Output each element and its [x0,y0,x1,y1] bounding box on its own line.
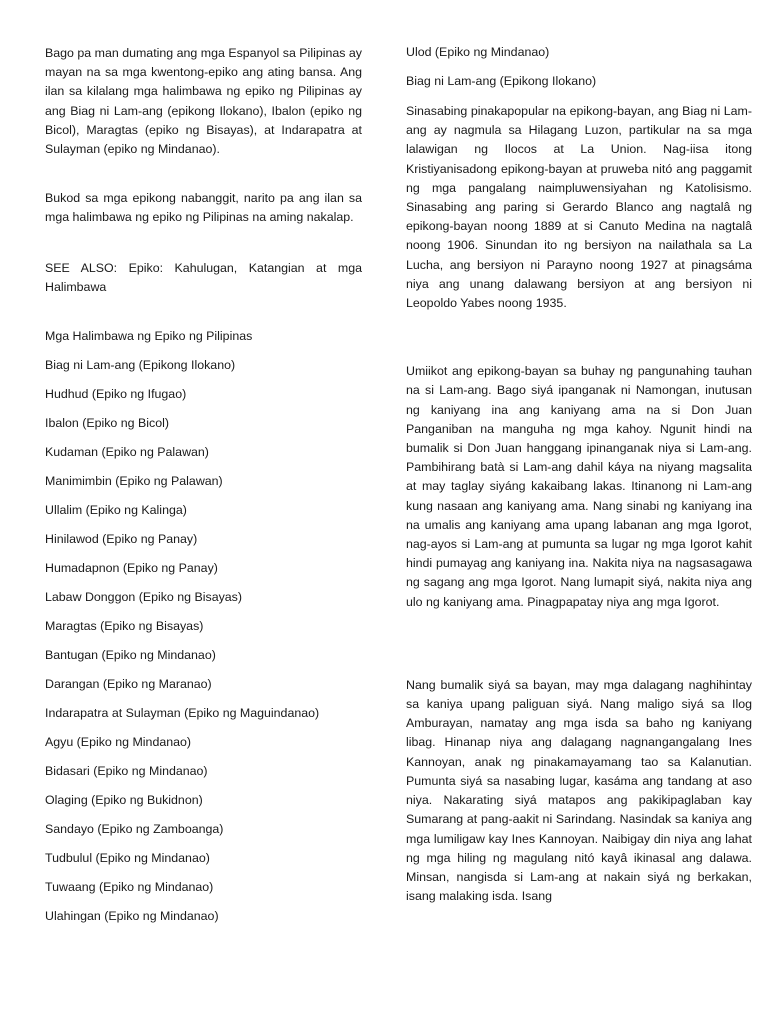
list-item: Kudaman (Epiko ng Palawan) [45,445,209,460]
list-item: Labaw Donggon (Epiko ng Bisayas) [45,590,242,605]
list-item: Agyu (Epiko ng Mindanao) [45,735,192,750]
list-item: Olaging (Epiko ng Bukidnon) [45,793,203,808]
intro-paragraph: Bago pa man dumating ang mga Espanyol sa Pilipinas ay mayan na sa mga kwentong-epiko ang ating bansa. Ang ilan sa kilalang mga halimbawa ng epiko ng Pilipinas ay ang Biag ni Lam-ang (epikong Ilokano), Ibalon (epiko ng Bicol), Maragtas (epiko ng Bisayas), at Indarapatra at Sulayman (epiko ng Mindanao). [45,46,362,157]
list-item: Humadapnon (Epiko ng Panay) [45,561,218,576]
list-item: Ulahingan (Epiko ng Mindanao) [45,909,219,924]
list-item: Biag ni Lam-ang (Epikong Ilokano) [45,358,236,373]
list-item: Darangan (Epiko ng Maranao) [45,677,212,692]
see-also-link[interactable]: SEE ALSO: Epiko: Kahulugan, Katangian at mga Halimbawa [45,260,362,294]
list-item: Ibalon (Epiko ng Bicol) [45,416,169,431]
list-item: Tuwaang (Epiko ng Mindanao) [45,880,214,895]
list-item: Manimimbin (Epiko ng Palawan) [45,474,223,489]
epic-list [45,357,362,937]
body-paragraph: Umiikot ang epikong-bayan sa buhay ng pangunahing tauhan na si Lam-ang. Bago siyá ipanganak ni Namongan, inutusan ng kaniyang ina ang kaniyang ama na si Don Juan Panganiban na manguha ng mga kahoy. Ngunit hindi na bumalik si Don Juan hanggang ipinanganak niya si Lam-ang. Pambihirang batà si Lam-ang dahil káya na niyang magsalita at may taglay siyáng kakaibang lakas. Itinanong ni Lam-ang kung nasaan ang kaniyang ama. Nang sinabi ng kaniyang ina na umalis ang kaniyang ama upang labanan ang mga Igorot, nag-ayos si Lam-ang at pumunta sa lugar ng mga Igorot kahit hindi pumayag ang kaniyang ina. Nakita niya na nagsasagawa ng sagang ang mga Igorot. Nang lumapit siyá, nakita niya ang ulo ng kaniyang ama. Pinagpapatay niya ang mga Igorot. [406,364,752,609]
list-item: Ulod (Epiko ng Mindanao) [406,45,550,59]
list-item: Ullalim (Epiko ng Kalinga) [45,503,187,518]
list-item: Hinilawod (Epiko ng Panay) [45,532,198,547]
list-item: Sandayo (Epiko ng Zamboanga) [45,822,224,837]
section-title: Biag ni Lam-ang (Epikong Ilokano) [406,74,597,88]
body-paragraph: Nang bumalik siyá sa bayan, may mga dalagang naghihintay sa kaniya upang paliguan siyá. Nang maligo siyá sa Ilog Amburayan, namatay ang mga isda sa baho ng kaniyang libag. Hinanap niya ang dalagang nagnangangalang Ines Kannoyan, anak ng pinakamayamang tao sa Kalanutian. Pumunta siyá sa nasabing lugar, kasáma ang tandang at aso niya. Nakarating siyá matapos ang pakikipaglaban kay Sumarang at pang-aakit ni Sarindang. Nasindak sa kaniya ang mga lumiligaw kay Ines Kannoyan. Naibigay din niya ang lahat ng mga hiling ng magulang nitó kayâ ikinasal ang dalawa. Minsan, nangisda si Lam-ang at nakain siyá ng berkakan, isang malaking isda. Isang [406,677,752,904]
list-heading: Mga Halimbawa ng Epiko ng Pilipinas [45,329,253,344]
body-paragraph: Sinasabing pinakapopular na epikong-bayan, ang Biag ni Lam-ang ay nagmula sa Hilagang Luzon, partikular na sa mga lalawigan ng Ilocos at La Union. Nag-iisa itong Kristiyanisadong epikong-bayan at pruweba nitó ang paggamit ng mga pangalang naimpluwensiyahan ng Katolisismo. Sinasabing ang paring si Gerardo Blanco ang nagtalâ ng epikong-bayan noong 1889 at si Canuto Medina na nagtalâ noong 1906. Sinundan ito ng bersiyon na nailathala sa La Lucha, ang bersiyon ni Parayno noong 1927 at pinagsáma niya ang unang dalawang bersiyon at ang bersiyon ni Leopoldo Yabes noong 1935. [406,104,752,311]
list-item: Maragtas (Epiko ng Bisayas) [45,619,204,634]
second-paragraph: Bukod sa mga epikong nabanggit, narito pa ang ilan sa mga halimbawa ng epiko ng Pilipinas na aming nakalap. [45,191,362,225]
list-item: Indarapatra at Sulayman (Epiko ng Maguindanao) [45,706,320,721]
left-column [45,44,362,937]
list-item: Bidasari (Epiko ng Mindanao) [45,764,208,779]
list-item: Hudhud (Epiko ng Ifugao) [45,387,187,402]
list-item: Tudbulul (Epiko ng Mindanao) [45,851,210,866]
list-item: Bantugan (Epiko ng Mindanao) [45,648,216,663]
right-column [406,44,752,906]
